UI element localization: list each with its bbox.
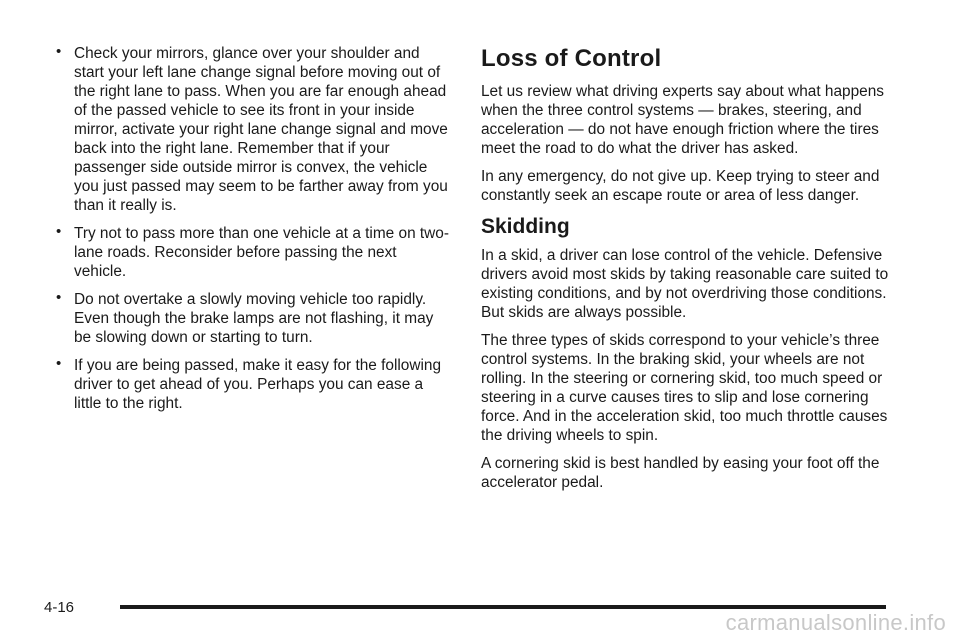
bullet-text: Check your mirrors, glance over your shoulder and start your left lane change signal before moving out of the right lane to pass. When you are far enough ahead of the passed vehicle to see its front in your inside mirror, activate your right lane change signal and move back into the right lane. Remember that if your passenger side outside mirror is convex, the vehicle you just passed may seem to be farther away from you than it really is. — [74, 45, 448, 214]
paragraph: A cornering skid is best handled by easing your foot off the accelerator pedal. — [481, 455, 880, 491]
paragraph: In any emergency, do not give up. Keep trying to steer and constantly seek an escape route or area of less danger. — [481, 168, 880, 204]
bullet-text: If you are being passed, make it easy for the following driver to get ahead of you. Perhaps you can ease a little to the right. — [74, 357, 442, 412]
paragraph: In a skid, a driver can lose control of the vehicle. Defensive drivers avoid most skids by taking reasonable care suited to existing conditions, and by not overdriving those conditions. But skids are always possible. — [481, 247, 889, 321]
left-column — [52, 44, 452, 422]
bullet-dot: • — [56, 289, 62, 306]
subsection-heading: Skidding — [481, 215, 570, 238]
bullet-list — [52, 44, 452, 413]
bullet-item — [52, 290, 452, 347]
bullet-item — [52, 356, 452, 413]
bullet-dot: • — [56, 223, 62, 240]
bullet-text: Try not to pass more than one vehicle at a time on two-lane roads. Reconsider before passing the next vehicle. — [74, 225, 449, 280]
paragraph: The three types of skids correspond to your vehicle’s three control systems. In the braking skid, your wheels are not rolling. In the steering or cornering skid, too much speed or steering in a curve causes tires to slip and lose cornering force. And in the acceleration skid, too much throttle causes the driving wheels to spin. — [481, 332, 888, 444]
bullet-dot: • — [56, 355, 62, 372]
footer-rule — [120, 605, 886, 609]
bullet-item — [52, 44, 452, 215]
page-number: 4-16 — [44, 599, 75, 616]
bullet-text: Do not overtake a slowly moving vehicle too rapidly. Even though the brake lamps are not flashing, it may be slowing down or starting to turn. — [74, 291, 434, 346]
right-column — [481, 44, 901, 501]
bullet-item — [52, 224, 452, 281]
bullet-dot: • — [56, 43, 62, 60]
paragraph: Let us review what driving experts say about what happens when the three control systems — brakes, steering, and acceleration — do not have enough friction where the tires meet the road to do what the driver has asked. — [481, 83, 884, 157]
section-heading: Loss of Control — [481, 45, 662, 72]
watermark: carmanualsonline.info — [725, 610, 946, 635]
